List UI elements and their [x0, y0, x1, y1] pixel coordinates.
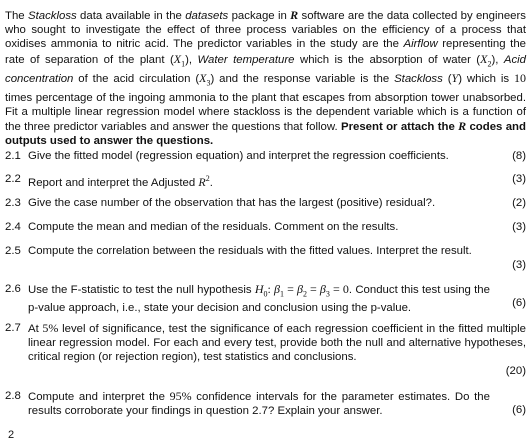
question-number: 2.1 — [5, 150, 21, 162]
question-number: 2.6 — [5, 283, 21, 295]
question-2-6: 2.6 Use the F-statistic to test the null hypothesis $H_0$: $\beta_1 = \beta_2 = \beta_3 = 0$. Conduct this test using the p-value approach, i.e., state your decision and conclusion using the p-value. (6) — [5, 282, 526, 315]
question-2-5: 2.5 Compute the correlation between the residuals with the fitted values. Interpret the result. (3) — [5, 245, 526, 271]
marks: (3) — [512, 259, 526, 271]
question-number: 2.5 — [5, 245, 21, 257]
marks: (3) — [512, 173, 526, 185]
question-2-2: 2.2 Report and interpret the Adjusted $R^2$. (3) — [5, 173, 526, 189]
question-2-3: 2.3 Give the case number of the observation that has the largest (positive) residual?. (2) — [5, 197, 526, 209]
question-number: 2.3 — [5, 197, 21, 209]
marks: (2) — [512, 197, 526, 209]
marks: (6) — [512, 297, 526, 309]
marks: (8) — [512, 150, 526, 162]
marks: (6) — [512, 404, 526, 416]
question-2-7: 2.7 At 5% level of significance, test the significance of each regression coefficient in the fitted multiple linear regression model. For each and every test, provide both the null and alternative hypotheses, critical region (or rejection region), test statistics and conclusions. (20) — [5, 321, 526, 378]
next-question-number-cut: 2 — [8, 429, 15, 441]
question-2-4: 2.4 Compute the mean and median of the residuals. Comment on the results. (3) — [5, 221, 526, 233]
question-number: 2.7 — [5, 322, 21, 334]
intro-paragraph: The Stackloss data available in the datasets package in R software are the data collected by engineers who sought to investigate the effect of three process variables on the efficiency of a process that oxidises ammonia to nitric acid. The predictor variables in the study are the Airflow representing the rate of separation of the plant $(X_1)$, Water temperature which is the absorption of water $(X_2)$, Acid concentration of the acid circulation $(X_3)$ and the response variable is the Stackloss (Y) which is 10 times percentage of the ingoing ammonia to the plant that escapes from absorption tower unabsorbed. Fit a multiple linear regression model where stackloss is the dependent variable which is a function of the three predictor variables and answer the questions that follow. Present or attach the R codes and outputs used to answer the questions. — [5, 8, 527, 148]
marks: (3) — [512, 221, 526, 233]
question-number: 2.8 — [5, 390, 21, 402]
question-2-1: 2.1 Give the fitted model (regression equation) and interpret the regression coefficients. (8) — [5, 150, 526, 162]
question-number: 2.4 — [5, 221, 21, 233]
question-number: 2.2 — [5, 173, 21, 185]
question-2-8: 2.8 Compute and interpret the 95% confidence intervals for the parameter estimates. Do the results corroborate your findings in question 2.7? Explain your answer. (6) — [5, 389, 526, 418]
marks: (20) — [505, 365, 526, 378]
